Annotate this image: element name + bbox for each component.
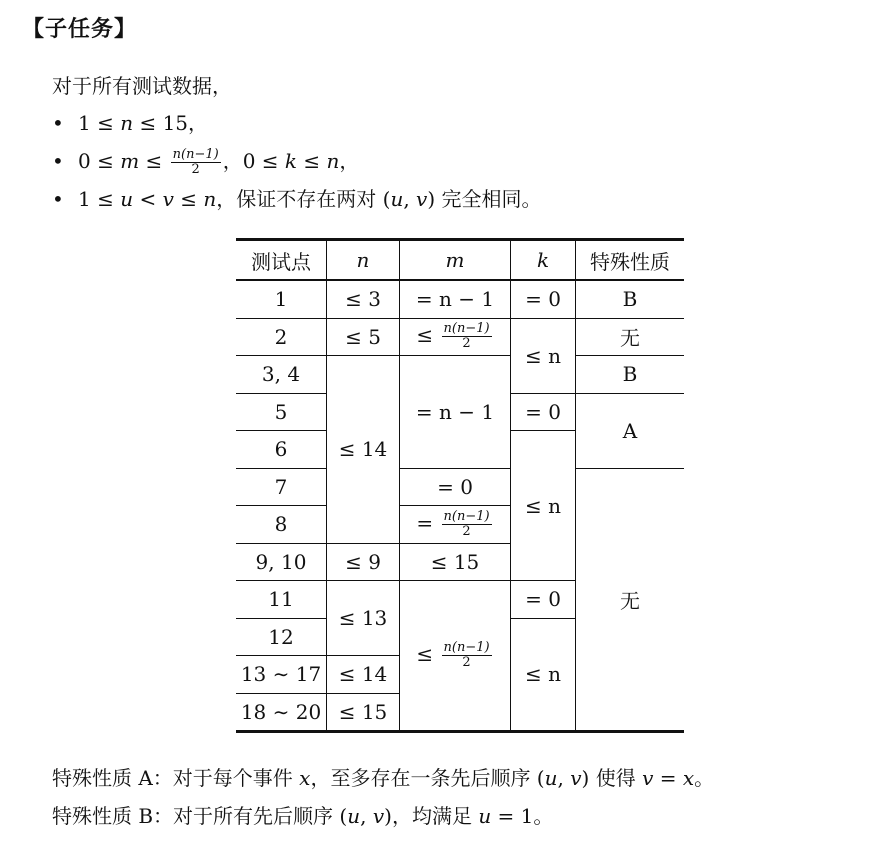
table-row [236, 468, 684, 506]
cell-id: 3, 4 [236, 356, 327, 394]
cell-k: = 0 [511, 280, 576, 318]
note-property-a: 特殊性质 A：对于每个事件 x，至多存在一条先后顺序 (u, v) 使得 v = x。 [52, 766, 715, 790]
cell-m: = n − 1 [400, 280, 511, 318]
header-property: 特殊性质 [576, 240, 685, 281]
subtask-table [236, 238, 684, 733]
cell-id: 8 [236, 506, 327, 544]
fraction: $\frac{n(n-1)}{2}$ [172, 147, 219, 177]
cell-m: ≤ 15 [400, 543, 511, 581]
cell-k: ≤ n [511, 431, 576, 581]
cell-m: = 0 [400, 468, 511, 506]
table-row [236, 318, 684, 356]
fraction: $\frac{n(n-1)}{2}$ [443, 321, 490, 352]
cell-n: ≤ 14 [327, 656, 400, 694]
constraint-m-k: • 0 ≤ m ≤ $\frac{n(n-1)}{2}$ ，0 ≤ k ≤ n， [52, 142, 542, 180]
cell-k: = 0 [511, 393, 576, 431]
cell-m: = n − 1 [400, 356, 511, 469]
cell-id: 9, 10 [236, 543, 327, 581]
cell-m: ≤ $\frac{n(n-1)}{2}$ [400, 318, 511, 356]
constraint-u-v: • 1 ≤ u < v ≤ n，保证不存在两对 (u, v) 完全相同。 [52, 180, 542, 218]
cell-id: 5 [236, 393, 327, 431]
constraint-list [52, 104, 542, 218]
header-testcase: 测试点 [236, 240, 327, 281]
fraction: $\frac{n(n-1)}{2}$ [443, 508, 490, 539]
note-property-b: 特殊性质 B：对于所有先后顺序 (u, v)，均满足 u = 1。 [52, 804, 554, 828]
cell-id: 2 [236, 318, 327, 356]
cell-n: ≤ 14 [327, 356, 400, 544]
cell-property: 无 [576, 318, 685, 356]
cell-n: ≤ 5 [327, 318, 400, 356]
section-heading: 【子任务】 [22, 17, 138, 42]
cell-n: ≤ 15 [327, 693, 400, 732]
cell-m: ≤ $\frac{n(n-1)}{2}$ [400, 581, 511, 732]
cell-id: 6 [236, 431, 327, 469]
table-header-row [236, 240, 684, 281]
cell-n: ≤ 9 [327, 543, 400, 581]
cell-k: ≤ n [511, 618, 576, 732]
cell-k: ≤ n [511, 318, 576, 393]
cell-id: 12 [236, 618, 327, 656]
cell-property: 无 [576, 468, 685, 732]
table-row [236, 280, 684, 318]
cell-n: ≤ 13 [327, 581, 400, 656]
header-k: k [511, 240, 576, 281]
cell-m: = $\frac{n(n-1)}{2}$ [400, 506, 511, 544]
cell-id: 7 [236, 468, 327, 506]
cell-id: 13 ∼ 17 [236, 656, 327, 694]
header-m: m [400, 240, 511, 281]
cell-k: = 0 [511, 581, 576, 619]
cell-n: ≤ 3 [327, 280, 400, 318]
cell-property: A [576, 393, 685, 468]
fraction: $\frac{n(n-1)}{2}$ [443, 640, 490, 670]
table-row [236, 356, 684, 394]
cell-property: B [576, 356, 685, 394]
header-n: n [327, 240, 400, 281]
intro-text: 对于所有测试数据， [52, 74, 232, 98]
cell-property: B [576, 280, 685, 318]
cell-id: 11 [236, 581, 327, 619]
cell-id: 18 ∼ 20 [236, 693, 327, 732]
constraint-n: • 1 ≤ n ≤ 15， [52, 104, 542, 142]
cell-id: 1 [236, 280, 327, 318]
